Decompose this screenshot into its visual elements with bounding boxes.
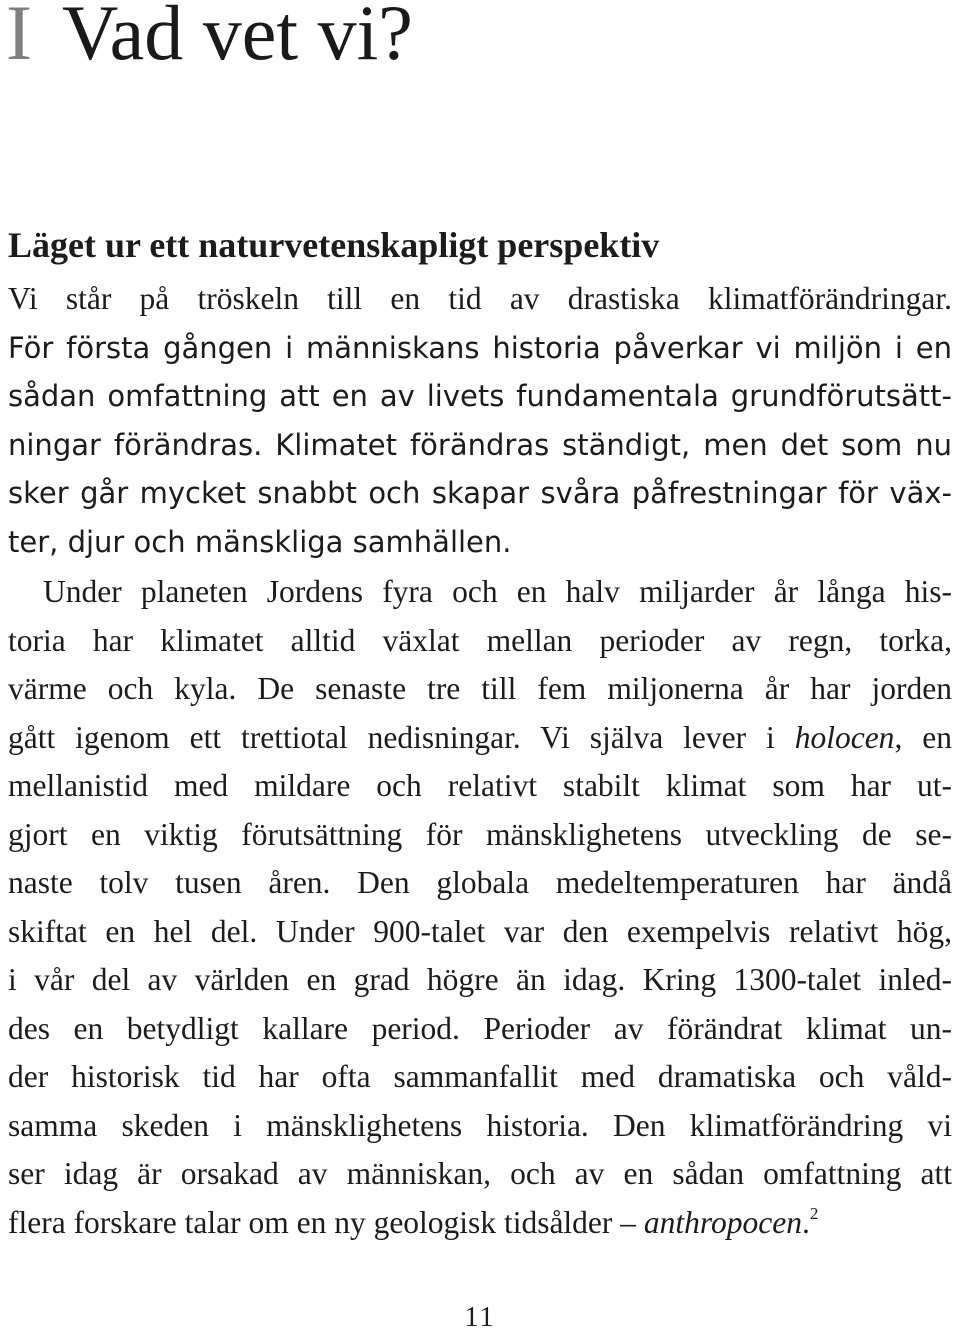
text-line: i vår del av världen en grad högre än idag. Kring 1300-talet inled- [8, 962, 952, 997]
body-paragraph-2 [8, 568, 952, 1247]
footnote-reference[interactable]: 2 [809, 1203, 819, 1223]
chapter-heading [6, 0, 413, 76]
text-line: sker går mycket snabbt och skapar svåra påfrestningar för väx- [8, 476, 952, 510]
text-line: der historisk tid har ofta sammanfallit med dramatiska och våld- [8, 1059, 952, 1094]
text-line: samma skeden i mänsklighetens historia. Den klimatförändring vi [8, 1107, 952, 1143]
text-line: skiftat en hel del. Under 900-talet var den exempelvis relativt hög, [8, 913, 952, 949]
text-line: Vi står på tröskeln till en tid av drastiska klimatförändringar. [8, 281, 952, 316]
italic-term-holocen: holocen [794, 719, 895, 755]
section-heading: Läget ur ett naturvetenskapligt perspektiv [8, 225, 660, 265]
text-line: Under planeten Jordens fyra och en halv miljarder år långa his- [43, 574, 952, 609]
text-line [8, 1199, 952, 1248]
text-line: des en betydligt kallare period. Perioder av förändrat klimat un- [8, 1010, 952, 1046]
text-run: gått igenom ett trettiotal nedisningar. Vi själva lever i [8, 719, 795, 755]
text-run: , en [894, 719, 952, 755]
text-line: mellanistid med mildare och relativt stabilt klimat som har ut- [8, 768, 952, 803]
text-run: . [801, 1204, 810, 1240]
text-line: ningar förändras. Klimatet förändras ständigt, men det som nu [8, 427, 952, 462]
body-paragraph-1 [8, 275, 952, 566]
text-line: sådan omfattning att en av livets fundamentala grundförutsätt- [8, 379, 952, 413]
text-line: värme och kyla. De senaste tre till fem miljonerna år har jorden [8, 671, 952, 706]
text-line: ter, djur och mänskliga samhällen. [8, 524, 512, 559]
chapter-number: I [6, 0, 32, 76]
text-line [8, 714, 952, 763]
text-line: naste tolv tusen åren. Den globala medeltemperaturen har ändå [8, 865, 952, 900]
text-line: ser idag är orsakad av människan, och av en sådan omfattning att [8, 1156, 952, 1191]
text-line: För första gången i människans historia påverkar vi miljön i en [8, 330, 952, 365]
page-number: 11 [464, 1302, 496, 1333]
text-run: flera forskare talar om en ny geologisk tidsålder – [8, 1204, 644, 1240]
chapter-title: Vad vet vi? [61, 0, 413, 76]
italic-term-anthropocen: anthropocen [643, 1204, 802, 1240]
text-line: toria har klimatet alltid växlat mellan perioder av regn, torka, [8, 622, 952, 658]
text-line: gjort en viktig förutsättning för mänsklighetens utveckling de se- [8, 816, 952, 852]
